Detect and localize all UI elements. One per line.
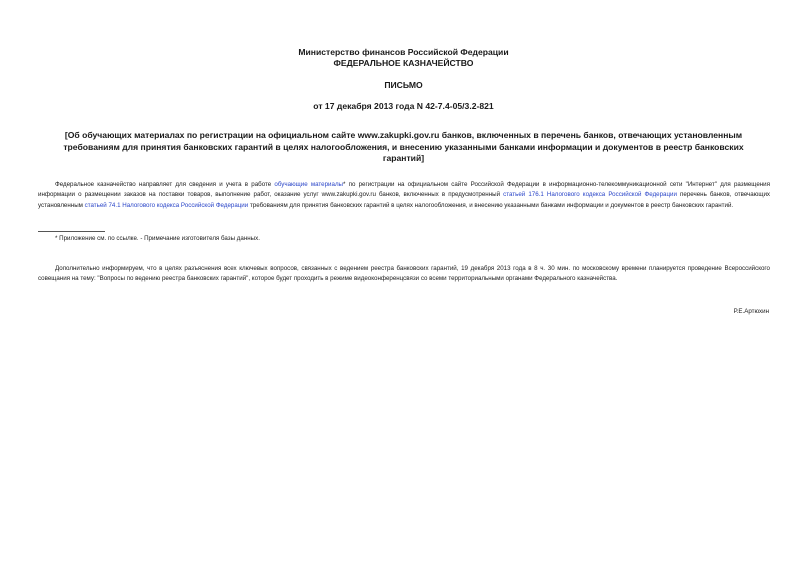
footnote: * Приложение см. по ссылке. - Примечание изготовителя базы данных.	[55, 235, 260, 242]
tax-code-article-74-link[interactable]: статьей 74.1 Налогового кодекса Российской Федерации	[84, 201, 249, 209]
agency-name: ФЕДЕРАЛЬНОЕ КАЗНАЧЕЙСТВО	[333, 58, 474, 68]
footnote-divider	[38, 231, 105, 232]
body-paragraph-2: Дополнительно информируем, что в целях разъяснения всех ключевых вопросов, связанных с ведением реестра банковских гарантий, 19 декабря 2013 года в 8 ч. 30 мин. по московскому времени планируется проведение Всероссийского совещания на тему: "Вопросы по ведению реестра банковских гарантий", которое будет проходить в режиме видеоконференцсвязи со всеми территориальными органами Федерального казначейства.	[38, 265, 770, 283]
body-paragraph-1	[38, 180, 770, 211]
ministry-name: Министерство финансов Российской Федерации	[298, 47, 509, 57]
para1-text-2: * по регистрации на официальном сайте Российской Федерации в информационно-телекоммуникационной сети "Интернет" для размещения информации о размещении заказов на поставки товаров, выполнение работ, оказание услуг www.zakupki.gov.ru банков, включенных в предусмотренный	[38, 181, 770, 199]
para1-text-3: перечень банков, отвечающих установленным	[38, 191, 771, 209]
training-materials-link[interactable]: обучающие материалы	[274, 181, 344, 188]
document-subject: [Об обучающих материалах по регистрации на официальном сайте www.zakupki.gov.ru банков, включенных в перечень банков, отвечающих установленным требованиям для принятия банковских гарантий в целях налогообложения, и внесению указанными банками информации и документов в реестр банковских гарантий]	[63, 130, 744, 163]
para1-text-1: Федеральное казначейство направляет для сведения и учета в работе	[55, 181, 275, 188]
para1-text-4: требованиям для принятия банковских гарантий в целях налогообложения, и внесению указанными банками информации и документов в реестр банковских гарантий.	[248, 201, 734, 209]
tax-code-article-176-link[interactable]: статьей 176.1 Налогового кодекса Российской Федерации	[503, 191, 677, 199]
document-date-number: от 17 декабря 2013 года N 42-7.4-05/3.2-821	[313, 101, 494, 111]
signature: Р.Е.Артюхин	[733, 308, 769, 315]
document-header	[0, 47, 807, 69]
document-title: ПИСЬМО	[384, 80, 423, 90]
